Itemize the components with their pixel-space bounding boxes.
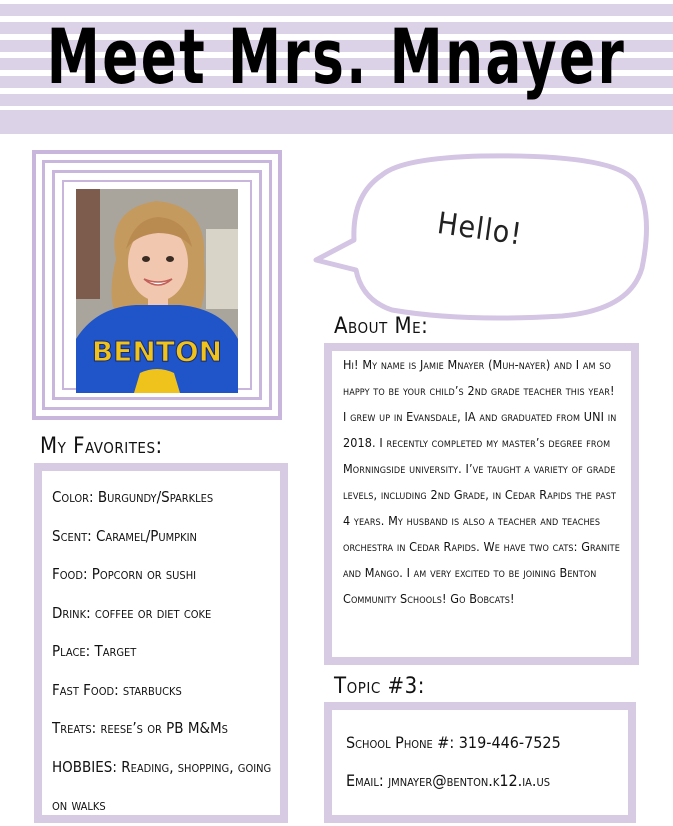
contact-info (346, 724, 616, 800)
favorite-item: Place: Target (52, 642, 137, 660)
favorite-item: Drink: coffee or diet coke (52, 603, 212, 622)
favorite-item: Treats: reese’s or PB M&Ms (52, 719, 228, 737)
about-heading: About Me: (334, 314, 429, 339)
teacher-photo-illustration (76, 189, 238, 393)
bubble-text: Hello! (435, 206, 525, 253)
about-text: Hi! My name is Jamie Mnayer (Muh-nayer) and I am so happy to be your child’s 2nd grade teacher this year! I grew up in Evansdale, IA and graduated from UNI in 2018. I recently completed my master’s degree from Morningside university. I’ve taught a variety of grade levels, including 2nd Grade, in Cedar Rapids the past 4 years. My husband is also a teacher and teaches orchestra in Cedar Rapids. We have two cats: Granite and Mango. I am very excited to be joining Benton Community Schools! Go Bobcats! (343, 357, 620, 606)
school-phone: School Phone #: 319-446-7525 (346, 733, 561, 752)
teacher-photo (76, 189, 238, 393)
favorite-item: Color: Burgundy/Sparkles (52, 488, 214, 506)
favorites-list (52, 478, 274, 825)
favorite-item: HOBBIES: Reading, shopping, going on walks (52, 757, 272, 814)
email: Email: jmnayer@benton.k12.ia.us (346, 771, 550, 790)
favorites-heading: My Favorites: (40, 434, 163, 459)
favorite-item: Food: Popcorn or sushi (52, 565, 197, 583)
topic3-heading: Topic #3: (334, 674, 425, 699)
page-title: Meet Mrs. Mnayer (46, 11, 627, 101)
favorite-item: Scent: Caramel/Pumpkin (52, 526, 197, 545)
favorite-item: Fast Food: starbucks (52, 680, 182, 699)
shirt-text: BENTON (91, 335, 223, 368)
